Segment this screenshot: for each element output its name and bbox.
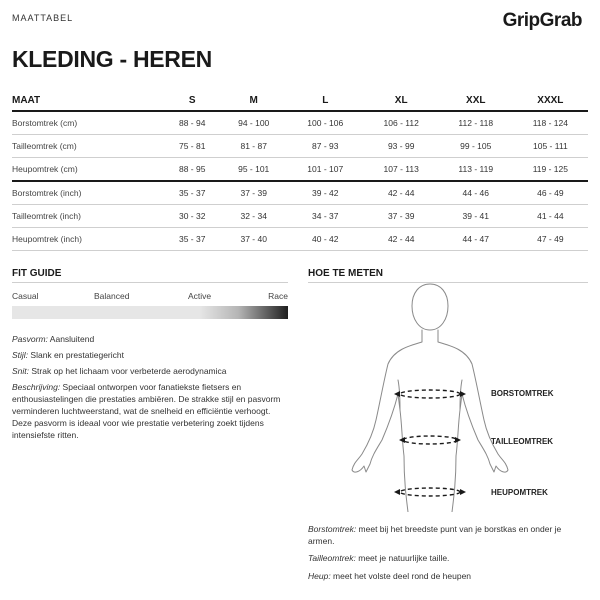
table-cell: 32 - 34 bbox=[220, 205, 287, 228]
table-cell: 37 - 39 bbox=[220, 181, 287, 205]
measure-note-waist bbox=[308, 552, 588, 564]
row-label: Heupomtrek (inch) bbox=[12, 228, 164, 251]
fit-guide-title: FIT GUIDE bbox=[12, 268, 62, 279]
detail-key: Stijl: bbox=[12, 350, 29, 360]
fit-detail-beschrijving bbox=[12, 381, 292, 441]
size-col-xxl: XXL bbox=[439, 90, 513, 111]
fit-scale-bar bbox=[12, 306, 288, 319]
how-to-measure-title: HOE TE METEN bbox=[308, 268, 384, 279]
detail-text: Speciaal ontworpen voor fanatiekste fietsers en enthousiastelingen die prestaties ambiëren. De strakke stijl en pasvorm verminderen luchtweerstand, wat de snelheid en efficiëntie verhoogt. Deze pasvorm is ideaal voor wie prestatie verbetering zoekt tijdens intensiefste ritten. bbox=[12, 382, 281, 440]
fit-detail-snit bbox=[12, 365, 292, 377]
note-key: Borstomtrek: bbox=[308, 524, 357, 534]
table-row bbox=[12, 181, 588, 205]
table-cell: 44 - 47 bbox=[439, 228, 513, 251]
table-cell: 47 - 49 bbox=[513, 228, 588, 251]
page-title: KLEDING - HEREN bbox=[12, 46, 212, 72]
table-cell: 44 - 46 bbox=[439, 181, 513, 205]
size-chart-table bbox=[12, 90, 588, 251]
table-row bbox=[12, 205, 588, 228]
size-col-xxxl: XXXL bbox=[513, 90, 588, 111]
size-header-row bbox=[12, 90, 588, 111]
note-key: Heup: bbox=[308, 571, 331, 581]
size-header-label: MAAT bbox=[12, 90, 164, 111]
table-cell: 101 - 107 bbox=[287, 158, 364, 182]
row-label: Borstomtrek (inch) bbox=[12, 181, 164, 205]
row-label: Borstomtrek (cm) bbox=[12, 111, 164, 135]
table-cell: 42 - 44 bbox=[364, 181, 439, 205]
table-cell: 46 - 49 bbox=[513, 181, 588, 205]
size-col-xl: XL bbox=[364, 90, 439, 111]
fit-scale-race: Race bbox=[268, 291, 288, 301]
table-cell: 105 - 111 bbox=[513, 135, 588, 158]
table-cell: 95 - 101 bbox=[220, 158, 287, 182]
table-cell: 88 - 94 bbox=[164, 111, 220, 135]
table-cell: 100 - 106 bbox=[287, 111, 364, 135]
fit-scale-balanced: Balanced bbox=[94, 291, 130, 301]
table-cell: 42 - 44 bbox=[364, 228, 439, 251]
table-cell: 41 - 44 bbox=[513, 205, 588, 228]
fit-detail-stijl bbox=[12, 349, 292, 361]
detail-text: Strak op het lichaam voor verbeterde aerodynamica bbox=[29, 366, 227, 376]
table-cell: 34 - 37 bbox=[287, 205, 364, 228]
detail-text: Slank en prestatiegericht bbox=[28, 350, 124, 360]
size-col-l: L bbox=[287, 90, 364, 111]
fit-detail-pasvorm bbox=[12, 333, 292, 345]
size-col-m: M bbox=[220, 90, 287, 111]
measure-note-chest bbox=[308, 523, 588, 547]
table-cell: 75 - 81 bbox=[164, 135, 220, 158]
table-row bbox=[12, 111, 588, 135]
size-col-s: S bbox=[164, 90, 220, 111]
page-category-label: MAATTABEL bbox=[12, 13, 74, 23]
table-cell: 106 - 112 bbox=[364, 111, 439, 135]
table-cell: 94 - 100 bbox=[220, 111, 287, 135]
table-cell: 87 - 93 bbox=[287, 135, 364, 158]
detail-key: Snit: bbox=[12, 366, 30, 376]
table-cell: 112 - 118 bbox=[439, 111, 513, 135]
row-label: Tailleomtrek (inch) bbox=[12, 205, 164, 228]
table-cell: 118 - 124 bbox=[513, 111, 588, 135]
table-cell: 39 - 41 bbox=[439, 205, 513, 228]
table-cell: 37 - 40 bbox=[220, 228, 287, 251]
detail-text: Aansluitend bbox=[47, 334, 95, 344]
table-cell: 88 - 95 bbox=[164, 158, 220, 182]
table-cell: 107 - 113 bbox=[364, 158, 439, 182]
detail-key: Pasvorm: bbox=[12, 334, 48, 344]
fit-guide-divider bbox=[12, 282, 288, 283]
note-text: meet bij het breedste punt van je borstkas en onder je armen. bbox=[308, 524, 562, 546]
body-figure-illustration bbox=[350, 280, 510, 512]
hip-measure-label: HEUPOMTREK bbox=[491, 488, 548, 497]
table-cell: 37 - 39 bbox=[364, 205, 439, 228]
detail-key: Beschrijving: bbox=[12, 382, 61, 392]
table-row bbox=[12, 135, 588, 158]
table-cell: 81 - 87 bbox=[220, 135, 287, 158]
row-label: Tailleomtrek (cm) bbox=[12, 135, 164, 158]
note-text: meet het volste deel rond de heupen bbox=[330, 571, 472, 581]
table-cell: 99 - 105 bbox=[439, 135, 513, 158]
table-cell: 35 - 37 bbox=[164, 228, 220, 251]
table-row bbox=[12, 158, 588, 182]
fit-scale-active: Active bbox=[188, 291, 212, 301]
table-cell: 40 - 42 bbox=[287, 228, 364, 251]
table-cell: 119 - 125 bbox=[513, 158, 588, 182]
table-cell: 113 - 119 bbox=[439, 158, 513, 182]
fit-scale-casual: Casual bbox=[12, 291, 39, 301]
waist-measure-label: TAILLEOMTREK bbox=[491, 437, 554, 446]
brand-logo[interactable]: GripGrab bbox=[502, 10, 582, 31]
chest-measure-label: BORSTOMTREK bbox=[491, 389, 554, 398]
table-cell: 30 - 32 bbox=[164, 205, 220, 228]
note-key: Tailleomtrek: bbox=[308, 553, 356, 563]
table-row bbox=[12, 228, 588, 251]
measure-note-hip bbox=[308, 570, 588, 582]
table-cell: 35 - 37 bbox=[164, 181, 220, 205]
table-cell: 39 - 42 bbox=[287, 181, 364, 205]
note-text: meet je natuurlijke taille. bbox=[355, 553, 450, 563]
row-label: Heupomtrek (cm) bbox=[12, 158, 164, 182]
table-cell: 93 - 99 bbox=[364, 135, 439, 158]
